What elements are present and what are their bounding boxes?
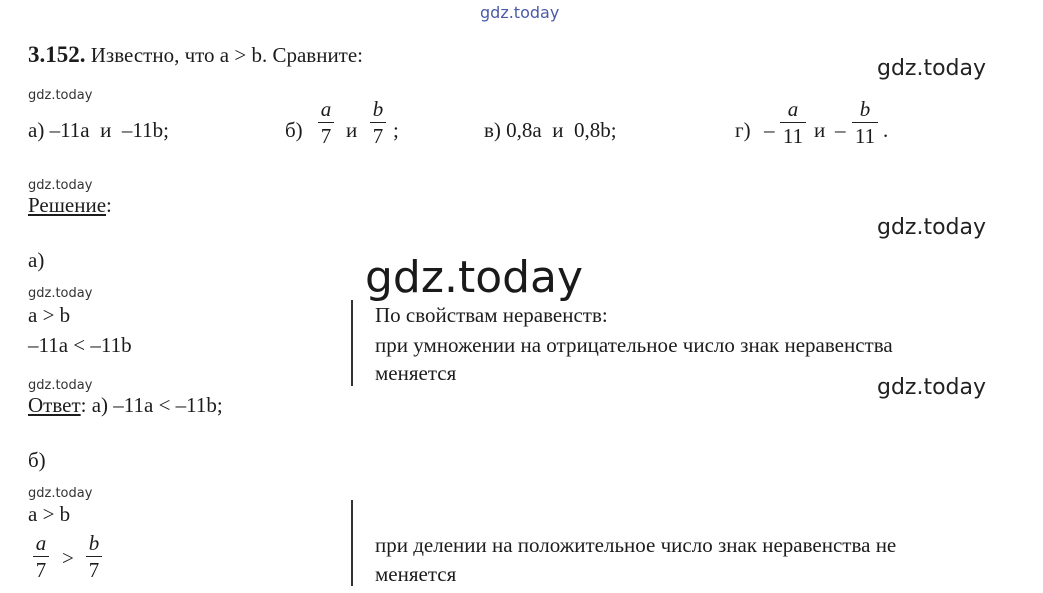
solution-heading-label: Решение xyxy=(28,193,107,217)
fraction-denominator: 7 xyxy=(372,124,384,148)
watermark-right-2: gdz.today xyxy=(877,215,987,240)
fraction-numerator: b xyxy=(88,531,100,555)
solution-part-a-line-2: –11a < –11b xyxy=(28,333,132,357)
fraction-denominator: 11 xyxy=(854,124,876,148)
divider-line-a xyxy=(351,300,353,386)
answer-label: Ответ xyxy=(28,393,81,417)
solution-part-b-note-2: меняется xyxy=(375,562,457,586)
task-part-a-text: –11a и –11b; xyxy=(49,118,169,142)
solution-part-b-fraction-1 xyxy=(33,532,49,581)
solution-part-a-note-3: меняется xyxy=(375,361,457,385)
solution-part-b-line-1: a > b xyxy=(28,502,71,526)
solution-part-a-answer xyxy=(28,393,223,418)
task-part-g-fraction-1 xyxy=(780,98,806,147)
task-part-b-end: ; xyxy=(393,118,399,142)
solution-heading-colon: : xyxy=(106,193,112,217)
task-part-g-fraction-2 xyxy=(852,98,878,147)
task-part-a xyxy=(28,118,169,143)
task-part-g-minus-2: – xyxy=(835,118,846,142)
problem-number: 3.152. xyxy=(28,42,86,67)
watermark-small-2: gdz.today xyxy=(28,178,93,193)
watermark-small-4: gdz.today xyxy=(28,378,93,393)
task-part-g-conj: и xyxy=(814,118,826,142)
watermark-top: gdz.today xyxy=(480,3,560,22)
watermark-small-1: gdz.today xyxy=(28,88,93,103)
fraction-denominator: 7 xyxy=(320,124,332,148)
problem-statement: Известно, что a > b. Сравните: xyxy=(90,43,364,67)
fraction-denominator: 7 xyxy=(35,558,47,582)
solution-part-b-label: б) xyxy=(28,448,46,472)
task-part-v-label: в) xyxy=(484,118,501,142)
watermark-small-3: gdz.today xyxy=(28,286,93,301)
fraction-numerator: a xyxy=(787,97,799,121)
task-part-g-end: . xyxy=(883,118,889,142)
watermark-right-1: gdz.today xyxy=(877,56,987,81)
watermark-big: gdz.today xyxy=(365,252,584,303)
solution-part-a-note-2: при умножении на отрицательное число знак неравенства xyxy=(375,333,893,357)
problem-header xyxy=(28,42,363,68)
fraction-denominator: 7 xyxy=(88,558,100,582)
task-part-b-fraction-2 xyxy=(370,98,386,147)
task-part-b-label: б) xyxy=(285,118,303,142)
task-part-v-text: 0,8a и 0,8b; xyxy=(506,118,617,142)
fraction-numerator: b xyxy=(372,97,384,121)
watermark-small-5: gdz.today xyxy=(28,486,93,501)
task-part-b-fraction-1 xyxy=(318,98,334,147)
solution-part-b-sign: > xyxy=(62,546,74,570)
task-part-v xyxy=(484,118,617,143)
watermark-right-3: gdz.today xyxy=(877,375,987,400)
solution-part-a-label: а) xyxy=(28,248,45,272)
solution-part-a-line-1: a > b xyxy=(28,303,71,327)
fraction-numerator: a xyxy=(320,97,332,121)
solution-part-b-note-1: при делении на положительное число знак неравенства не xyxy=(375,533,897,557)
task-part-g-label: г) xyxy=(735,118,751,142)
fraction-numerator: b xyxy=(859,97,871,121)
task-part-g-minus-1: – xyxy=(764,118,775,142)
solution-heading xyxy=(28,193,112,218)
divider-line-b xyxy=(351,500,353,586)
solution-part-a-note-1: По свойствам неравенств: xyxy=(375,303,608,327)
fraction-denominator: 11 xyxy=(782,124,804,148)
solution-part-b-fraction-2 xyxy=(86,532,102,581)
fraction-numerator: a xyxy=(35,531,47,555)
task-part-a-label: а) xyxy=(28,118,45,142)
task-part-b-conj: и xyxy=(346,118,358,142)
answer-text: : а) –11a < –11b; xyxy=(80,393,223,417)
